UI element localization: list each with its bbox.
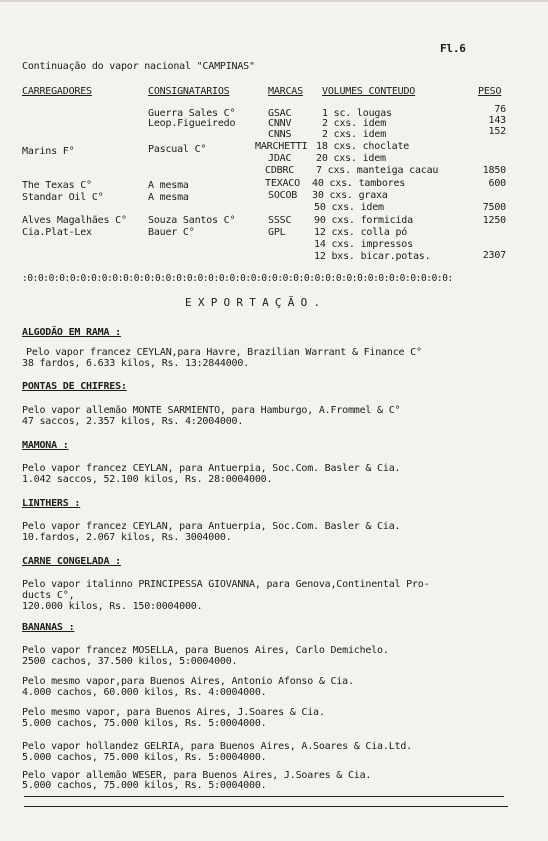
row-volumes: 12 cxs. colla pó (314, 227, 408, 238)
section-line: Pelo vapor allemão MONTE SARMIENTO, para Hamburgo, A.Frommel & C° (22, 405, 401, 416)
row-volumes: 90 cxs. formicida (314, 215, 413, 226)
section-line: 10.fardos, 2.067 kilos, Rs. 3004000. (22, 532, 232, 543)
export-title: E X P O R T A Ç Ã O . (185, 296, 320, 309)
section-line: 1.042 saccos, 52.100 kilos, Rs. 28:0004000. (22, 474, 273, 485)
row-weight: 76 (494, 104, 506, 115)
banana-entry-line: Pelo mesmo vapor, para Buenos Aires, J.Soares & Cia. (22, 707, 325, 718)
column-header-marks: MARCAS (268, 86, 303, 97)
row-shipper: Marins F° (22, 146, 75, 157)
column-header-shippers: CARREGADORES (22, 86, 92, 97)
continuation-line: Continuação do vapor nacional "CAMPINAS" (22, 61, 255, 72)
row-volumes: 1 sc. lougas (322, 108, 392, 119)
section-heading: CARNE CONGELADA : (22, 556, 121, 567)
row-weight: 600 (488, 178, 506, 189)
section-line: 47 saccos, 2.357 kilos, Rs. 4:2004000. (22, 416, 244, 427)
row-mark: SSSC (268, 215, 292, 226)
banana-entry-line: 5.000 cachos, 75.000 kilos, Rs. 5:0004000. (22, 718, 267, 729)
row-consignee: Bauer C° (148, 227, 195, 238)
section-line: ducts C°, (22, 590, 75, 601)
row-mark: JDAC (268, 153, 292, 164)
row-volumes: 2 cxs. idem (322, 129, 387, 140)
row-weight: 152 (488, 126, 506, 137)
row-volumes: 40 cxs. tambores (312, 178, 406, 189)
row-volumes: 50 cxs. idem (314, 202, 384, 213)
row-mark: MARCHETTI (255, 141, 308, 152)
separator-line: :0:0:0:0:0:0:0:0:0:0:0:0:0:0:0:0:0:0:0:0:0:0:0:0:0:0:0:0:0:0:0:0:0:0:0:0:0:0:0:0: (22, 273, 453, 284)
row-mark: SOCOB (268, 190, 298, 201)
banana-entry-line: 5.000 cachos, 75.000 kilos, Rs. 5:0004000. (22, 752, 267, 763)
banana-entry-line: Pelo vapor francez MOSELLA, para Buenos Aires, Carlo Demichelo. (22, 645, 389, 656)
section-heading: BANANAS : (22, 622, 75, 633)
row-weight: 1250 (482, 215, 506, 226)
banana-entry-line: 2500 cachos, 37.500 kilos, 5:0004000. (22, 656, 238, 667)
row-shipper: Standar Oil C° (22, 192, 104, 203)
row-consignee: Pascual C° (148, 144, 207, 155)
row-mark: TEXACO (265, 178, 300, 189)
section-line: Pelo vapor francez CEYLAN, para Antuerpia, Soc.Com. Basler & Cia. (22, 521, 401, 532)
section-line: 120.000 kilos, Rs. 150:0004000. (22, 601, 203, 612)
section-heading: PONTAS DE CHIFRES: (22, 381, 127, 392)
row-consignee: Souza Santos C° (148, 215, 236, 226)
column-header-weight: PESO (478, 86, 502, 97)
section-heading: MAMONA : (22, 440, 69, 451)
row-volumes: 14 cxs. impressos (314, 239, 413, 250)
row-weight: 143 (488, 115, 506, 126)
banana-entry-line: 4.000 cachos, 60.000 kilos, Rs. 4:0004000. (22, 687, 267, 698)
banana-entry-line: Pelo mesmo vapor,para Buenos Aires, Antonio Afonso & Cia. (22, 676, 354, 687)
section-line: 38 fardos, 6.633 kilos, Rs. 13:2844000. (22, 358, 249, 369)
row-shipper: Cia.Plat-Lex (22, 227, 92, 238)
row-consignee: A mesma (148, 192, 189, 203)
section-line: Pelo vapor francez CEYLAN, para Antuerpia, Soc.Com. Basler & Cia. (22, 463, 401, 474)
section-heading: LINTHERS : (22, 498, 81, 509)
row-volumes: 7 cxs. manteiga cacau (316, 165, 439, 176)
row-weight: 1850 (482, 165, 506, 176)
row-weight: 7500 (482, 202, 506, 213)
row-consignee: A mesma (148, 180, 189, 191)
row-shipper: Alves Magalhães C° (22, 215, 127, 226)
row-consignee: Leop.Figueiredo (148, 118, 236, 129)
banana-entry-line: Pelo vapor hollandez GELRIA, para Buenos Aires, A.Soares & Cia.Ltd. (22, 741, 412, 752)
row-mark: CNNV (268, 118, 292, 129)
page-edge (0, 0, 548, 2)
column-header-volumes: VOLUMES CONTEUDO (322, 86, 416, 97)
row-weight: 2307 (482, 250, 506, 261)
row-mark: GSAC (268, 108, 292, 119)
row-volumes: 12 bxs. bicar.potas. (314, 251, 431, 262)
row-consignee: Guerra Sales C° (148, 108, 236, 119)
column-header-consignees: CONSIGNATARIOS (148, 86, 230, 97)
row-shipper: The Texas C° (22, 180, 92, 191)
row-mark: CNNS (268, 129, 292, 140)
row-volumes: 20 cxs. idem (316, 153, 386, 164)
row-volumes: 30 cxs. graxa (312, 190, 388, 201)
section-heading: ALGODÃO EM RAMA : (22, 327, 121, 338)
section-line: Pelo vapor francez CEYLAN,para Havre, Brazilian Warrant & Finance C° (26, 347, 422, 358)
section-line: Pelo vapor italinno PRINCIPESSA GIOVANNA, para Genova,Continental Pro- (22, 579, 430, 590)
banana-entry-line: 5.000 cachos, 75.000 kilos, Rs. 5:0004000. (22, 780, 267, 791)
bottom-rule (24, 796, 504, 797)
row-mark: GPL (268, 227, 286, 238)
folio-number: Fl.6 (440, 42, 466, 55)
bottom-rule (24, 806, 508, 807)
row-volumes: 18 cxs. choclate (316, 141, 410, 152)
row-mark: CDBRC (265, 165, 295, 176)
banana-entry-line: Pelo vapor allemão WESER, para Buenos Aires, J.Soares & Cia. (22, 770, 372, 781)
row-volumes: 2 cxs. idem (322, 118, 387, 129)
